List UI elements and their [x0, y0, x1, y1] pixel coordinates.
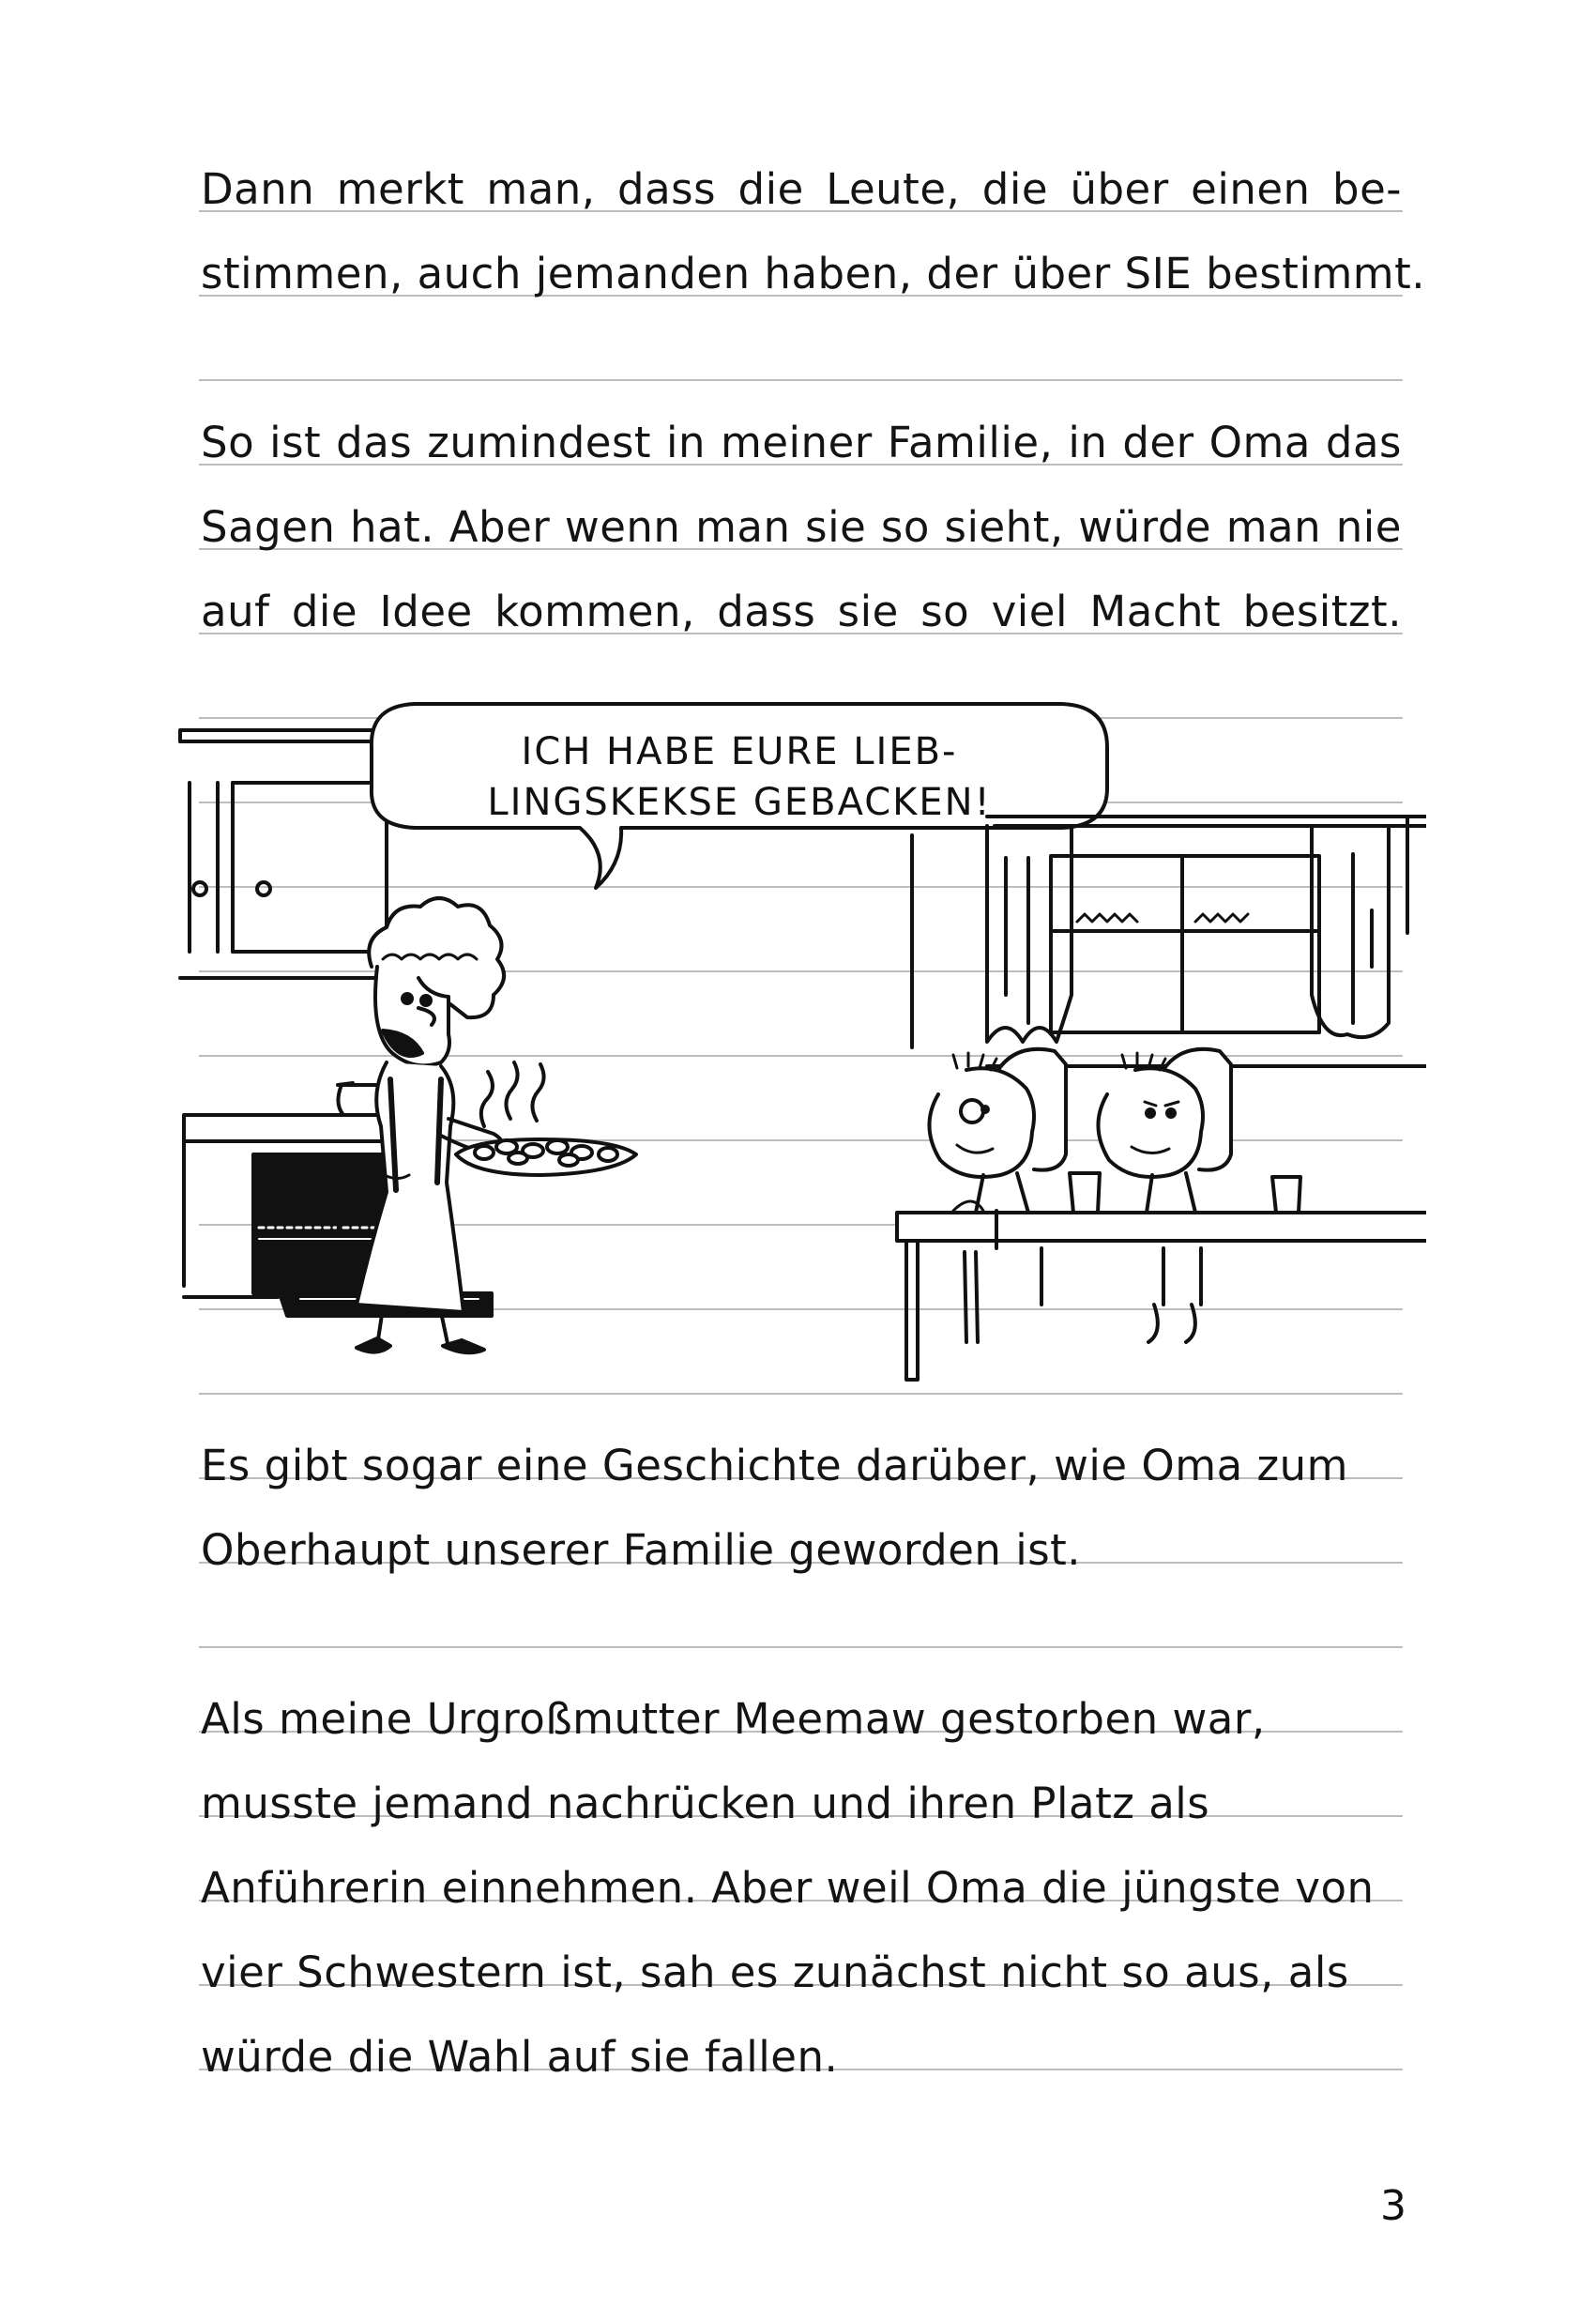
child-figure-left: [929, 1049, 1100, 1305]
ruled-line: [199, 1646, 1403, 1648]
text-line: Dann merkt man, dass die Leute, die über einen be-: [201, 164, 1402, 214]
speech-bubble: [372, 704, 1107, 888]
speech-bubble-line-1: ICH HABE EURE LIEB-: [521, 730, 958, 773]
text-line: stimmen, auch jemanden haben, der über SIE bestimmt.: [201, 249, 1426, 298]
child-figure-right: [1098, 1049, 1300, 1342]
text-line: vier Schwestern ist, sah es zunächst nicht so aus, als: [201, 1947, 1349, 1997]
text-line: musste jemand nachrücken und ihren Platz als: [201, 1779, 1210, 1828]
kitchen-illustration: [169, 685, 1426, 1398]
text-line: Als meine Urgroßmutter Meemaw gestorben war,: [201, 1694, 1266, 1744]
cabinet-drawing: [180, 730, 394, 978]
text-line: Es gibt sogar eine Geschichte darüber, wie Oma zum: [201, 1441, 1348, 1490]
text-line: auf die Idee kommen, dass sie so viel Macht besitzt.: [201, 587, 1402, 636]
cookie-plate: [456, 1062, 636, 1175]
text-line: Anführerin einnehmen. Aber weil Oma die jüngste von: [201, 1863, 1375, 1913]
text-line: würde die Wahl auf sie fallen.: [201, 2032, 839, 2082]
ruled-line: [199, 379, 1403, 381]
text-line: Oberhaupt unserer Familie geworden ist.: [201, 1525, 1082, 1575]
grandma-figure: [338, 898, 504, 1352]
page-number: 3: [1380, 2182, 1406, 2230]
text-line: Sagen hat. Aber wenn man sie so sieht, würde man nie: [201, 502, 1402, 552]
text-line: So ist das zumindest in meiner Familie, in der Oma das: [201, 418, 1402, 467]
speech-bubble-line-2: LINGSKEKSE GEBACKEN!: [487, 781, 992, 824]
